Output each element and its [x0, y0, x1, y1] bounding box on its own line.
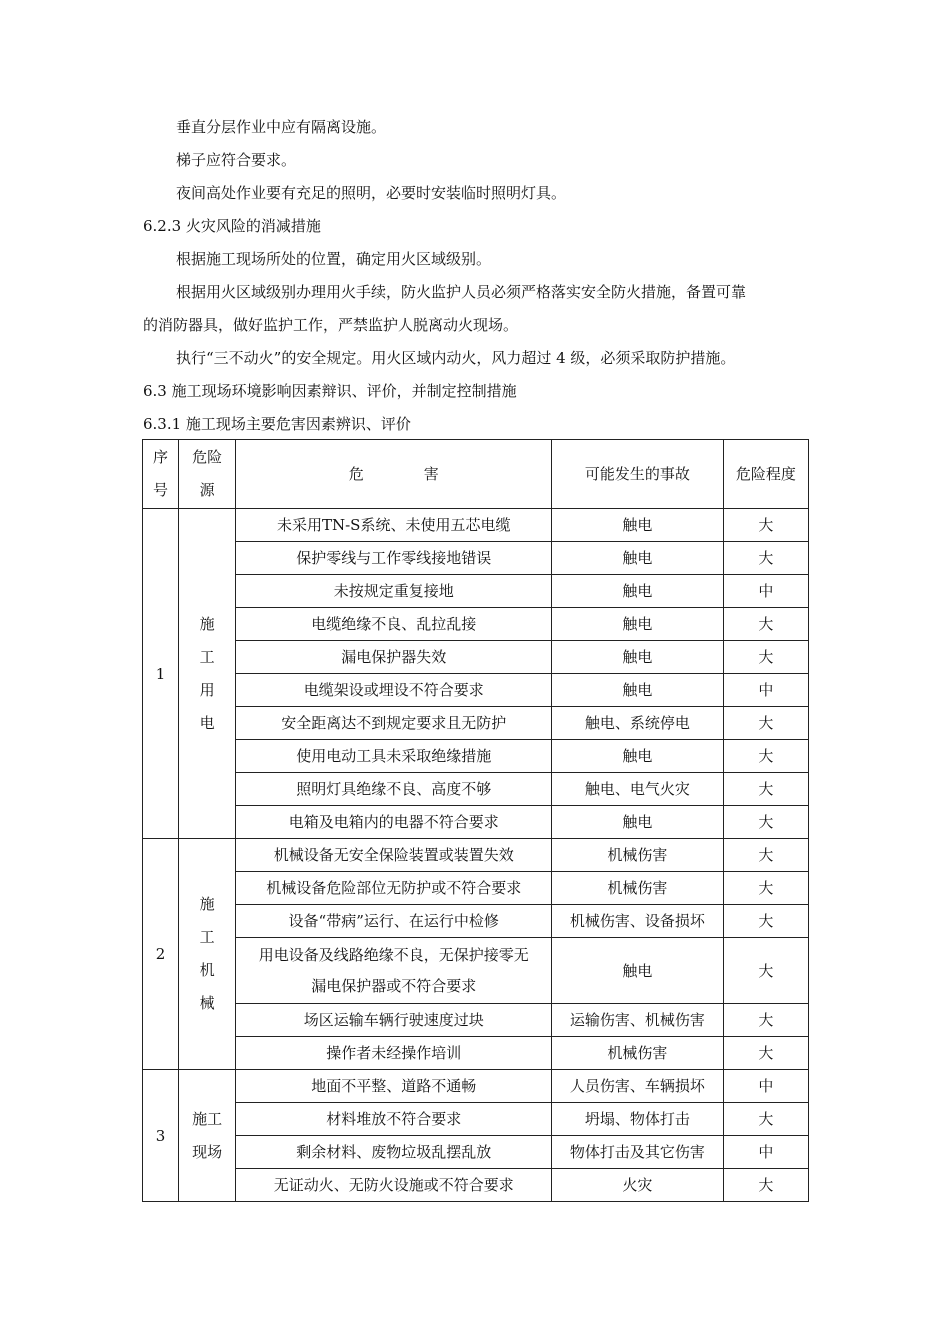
- paragraph: 执行“三不动火”的安全规定。用火区域内动火，风力超过 4 级，必须采取防护措施。: [176, 349, 736, 367]
- level-cell: 大: [723, 806, 808, 839]
- table-row: [143, 1037, 809, 1070]
- hazard-cell: 剩余材料、废物垃圾乱摆乱放: [236, 1136, 552, 1169]
- hazard-cell: 操作者未经操作培训: [236, 1037, 552, 1070]
- accident-cell: 触电: [552, 740, 724, 773]
- header-level: 危险程度: [723, 440, 808, 509]
- accident-cell: 触电: [552, 575, 724, 608]
- level-cell: 大: [723, 1037, 808, 1070]
- group-number: 3: [143, 1070, 179, 1202]
- section-heading: 6.3 施工现场环境影响因素辩识、评价，并制定控制措施: [143, 382, 517, 400]
- paragraph: 夜间高处作业要有充足的照明，必要时安装临时照明灯具。: [176, 184, 567, 202]
- accident-cell: 人员伤害、车辆损坏: [552, 1070, 724, 1103]
- accident-cell: 机械伤害: [552, 839, 724, 872]
- hazard-cell: 场区运输车辆行驶速度过块: [236, 1004, 552, 1037]
- level-cell: 大: [723, 1103, 808, 1136]
- header-no-line2: 号: [153, 481, 169, 499]
- accident-cell: 触电: [552, 641, 724, 674]
- accident-cell: 触电: [552, 509, 724, 542]
- table-row: [143, 872, 809, 905]
- hazard-cell: 机械设备危险部位无防护或不符合要求: [236, 872, 552, 905]
- table-row: [143, 674, 809, 707]
- group-source-label: 施 工 机 械: [199, 895, 215, 1012]
- table-row: [143, 1136, 809, 1169]
- level-cell: 大: [723, 872, 808, 905]
- accident-cell: 触电: [552, 806, 724, 839]
- group-source: [179, 509, 236, 839]
- group-source-label: 施 工 用 电: [199, 614, 215, 732]
- accident-cell: 触电: [552, 938, 724, 1004]
- group-source: [179, 1070, 236, 1202]
- hazard-cell: 安全距离达不到规定要求且无防护: [236, 707, 552, 740]
- level-cell: 大: [723, 773, 808, 806]
- hazard-cell: 照明灯具绝缘不良、高度不够: [236, 773, 552, 806]
- paragraph: 的消防器具，做好监护工作，严禁监护人脱离动火现场。: [143, 316, 519, 334]
- level-cell: 大: [723, 509, 808, 542]
- hazard-cell: 保护零线与工作零线接地错误: [236, 542, 552, 575]
- level-cell: 大: [723, 707, 808, 740]
- level-cell: 大: [723, 1004, 808, 1037]
- level-cell: 大: [723, 905, 808, 938]
- level-cell: 大: [723, 1169, 808, 1202]
- table-row: [143, 575, 809, 608]
- accident-cell: 触电: [552, 674, 724, 707]
- level-cell: 大: [723, 938, 808, 1004]
- header-no-line1: 序: [153, 448, 169, 466]
- hazard-cell: 地面不平整、道路不通畅: [236, 1070, 552, 1103]
- level-cell: 中: [723, 575, 808, 608]
- group-number: 1: [143, 509, 179, 839]
- accident-cell: 触电: [552, 542, 724, 575]
- paragraph: 根据施工现场所处的位置，确定用火区域级别。: [176, 250, 492, 268]
- group-source-label: 施工 现场: [192, 1109, 223, 1161]
- table-row: [143, 839, 809, 872]
- table-row: [143, 542, 809, 575]
- hazard-table-body: [143, 440, 809, 1202]
- paragraph: 垂直分层作业中应有隔离设施。: [176, 118, 387, 136]
- level-cell: 中: [723, 1070, 808, 1103]
- hazard-cell: 电缆架设或埋设不符合要求: [236, 674, 552, 707]
- hazard-cell: 漏电保护器失效: [236, 641, 552, 674]
- paragraph: 根据用火区域级别办理用火手续，防火监护人员必须严格落实安全防火措施，备置可靠: [176, 283, 747, 301]
- header-hazard: 危 害: [236, 440, 552, 509]
- hazard-cell: 未采用TN-S系统、未使用五芯电缆: [236, 509, 552, 542]
- accident-cell: 触电: [552, 608, 724, 641]
- hazard-cell: 材料堆放不符合要求: [236, 1103, 552, 1136]
- level-cell: 中: [723, 1136, 808, 1169]
- hazard-cell: 无证动火、无防火设施或不符合要求: [236, 1169, 552, 1202]
- accident-cell: 坍塌、物体打击: [552, 1103, 724, 1136]
- table-row: [143, 1070, 809, 1103]
- hazard-cell: 未按规定重复接地: [236, 575, 552, 608]
- accident-cell: 机械伤害、设备损坏: [552, 905, 724, 938]
- table-row: [143, 938, 809, 1004]
- header-no: [143, 440, 179, 509]
- header-source-line1: 危险: [192, 448, 223, 466]
- hazard-table: [142, 439, 809, 1202]
- table-row: [143, 905, 809, 938]
- hazard-cell: 用电设备及线路绝缘不良，无保护接零无 漏电保护器或不符合要求: [236, 938, 552, 1004]
- hazard-cell: 电箱及电箱内的电器不符合要求: [236, 806, 552, 839]
- level-cell: 大: [723, 740, 808, 773]
- accident-cell: 机械伤害: [552, 872, 724, 905]
- accident-cell: 物体打击及其它伤害: [552, 1136, 724, 1169]
- accident-cell: 运输伤害、机械伤害: [552, 1004, 724, 1037]
- hazard-cell: 使用电动工具未采取绝缘措施: [236, 740, 552, 773]
- table-row: [143, 1004, 809, 1037]
- group-number: 2: [143, 839, 179, 1070]
- level-cell: 大: [723, 542, 808, 575]
- section-heading: 6.2.3 火灾风险的消减措施: [143, 217, 321, 235]
- level-cell: 大: [723, 641, 808, 674]
- accident-cell: 机械伤害: [552, 1037, 724, 1070]
- table-row: [143, 509, 809, 542]
- level-cell: 大: [723, 608, 808, 641]
- accident-cell: 火灾: [552, 1169, 724, 1202]
- accident-cell: 触电、系统停电: [552, 707, 724, 740]
- table-row: [143, 740, 809, 773]
- section-heading: 6.3.1 施工现场主要危害因素辨识、评价: [143, 415, 411, 433]
- hazard-cell: 机械设备无安全保险装置或装置失效: [236, 839, 552, 872]
- paragraph: 梯子应符合要求。: [176, 151, 297, 169]
- header-accident: 可能发生的事故: [552, 440, 724, 509]
- header-source-line2: 源: [199, 481, 215, 499]
- table-header-row: [143, 440, 809, 509]
- table-row: [143, 707, 809, 740]
- table-row: [143, 1103, 809, 1136]
- header-source: [179, 440, 236, 509]
- table-row: [143, 1169, 809, 1202]
- level-cell: 大: [723, 839, 808, 872]
- table-row: [143, 641, 809, 674]
- hazard-cell: 设备“带病”运行、在运行中检修: [236, 905, 552, 938]
- table-row: [143, 773, 809, 806]
- table-row: [143, 608, 809, 641]
- level-cell: 中: [723, 674, 808, 707]
- group-source: [179, 839, 236, 1070]
- table-row: [143, 806, 809, 839]
- hazard-cell: 电缆绝缘不良、乱拉乱接: [236, 608, 552, 641]
- accident-cell: 触电、电气火灾: [552, 773, 724, 806]
